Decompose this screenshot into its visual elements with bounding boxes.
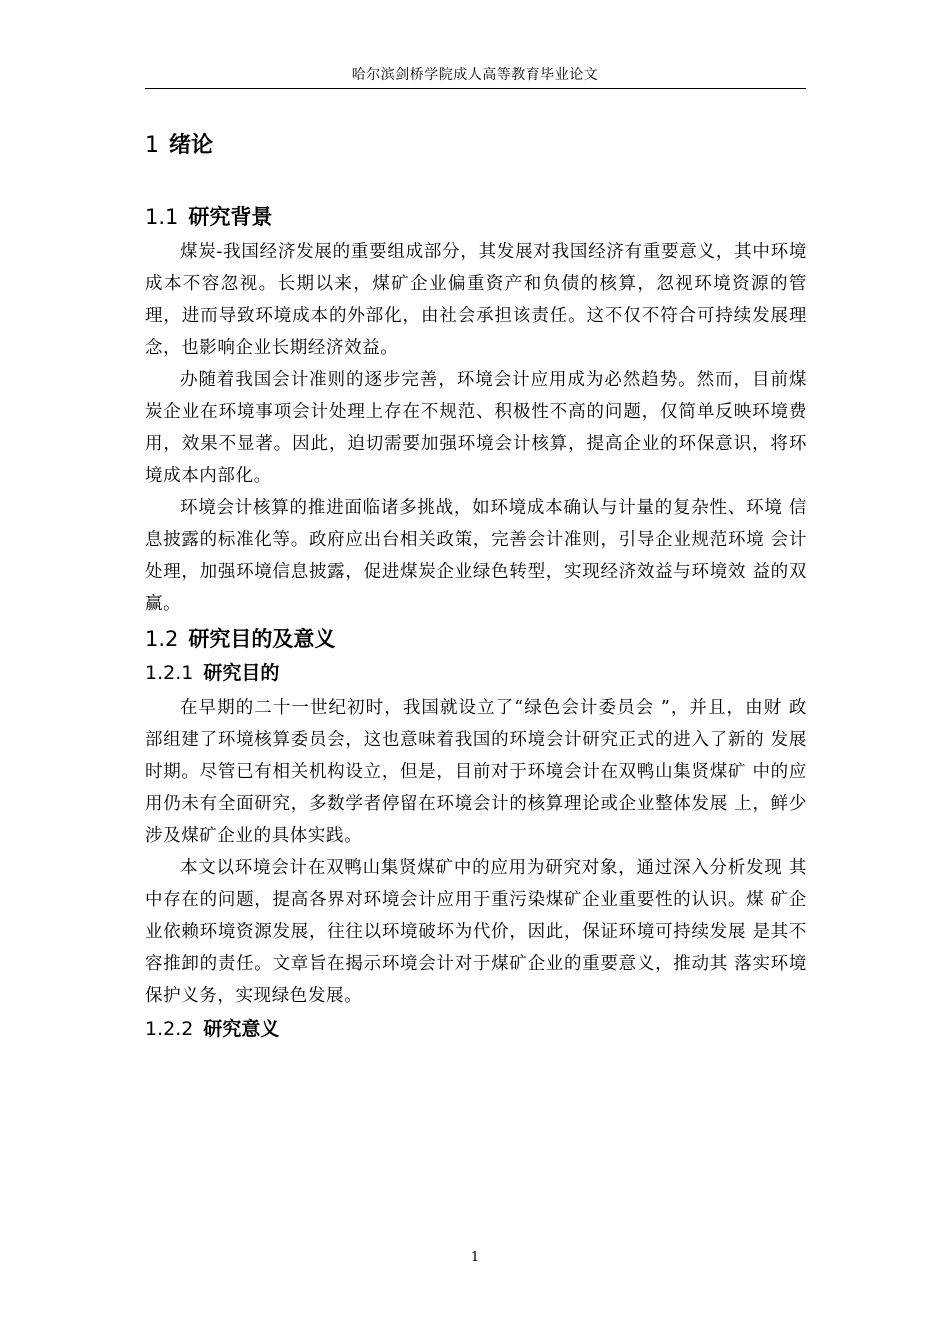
- subsection-title: 研究目的: [203, 662, 280, 684]
- chapter-title: 绪论: [169, 133, 214, 158]
- paragraph: 本文以环境会计在双鸭山集贤煤矿中的应用为研究对象，通过深入分析发现 其中存在的问题，提高各界对环境会计应用于重污染煤矿企业重要性的认识。煤 矿企业依赖环境资源发展，往往以环境破坏为代价，因此，保证环境可持续发展 是其不容推卸的责任。文章旨在揭示环境会计对于煤矿企业的重要意义，推动其 落实环境保护义务，实现绿色发展。: [145, 858, 807, 1006]
- header-rule: [145, 88, 806, 89]
- section-heading-background: [145, 202, 807, 232]
- paragraph: 煤炭-我国经济发展的重要组成部分，其发展对我国经济有重要意义，其中环境成本不容忽视。长期以来，煤矿企业偏重资产和负债的核算，忽视环境资源的管理，进而导致环境成本的外部化，由社会承担该责任。这不仅不符合可持续发展理念，也影响企业长期经济效益。: [145, 242, 807, 358]
- section-number: 1.2: [145, 627, 179, 651]
- chapter-heading: [145, 124, 807, 168]
- page-content: [145, 120, 807, 1044]
- section-title: 研究目的及意义: [188, 627, 336, 651]
- section-heading-purpose: [145, 624, 807, 654]
- section-title: 研究背景: [188, 205, 273, 229]
- subsection-number: 1.2.2: [145, 1018, 194, 1040]
- subsection-heading-goal: [145, 658, 807, 688]
- chapter-number: 1: [145, 133, 159, 158]
- paragraph: 办随着我国会计准则的逐步完善，环境会计应用成为必然趋势。然而，目前煤炭企业在环境事项会计处理上存在不规范、积极性不高的问题，仅简单反映环境费用，效果不显著。因此，迫切需要加强环境会计核算，提高企业的环保意识，将环境成本内部化。: [145, 370, 807, 486]
- page-number: 1: [470, 1250, 480, 1265]
- subsection-number: 1.2.1: [145, 662, 194, 684]
- subsection-heading-meaning: [145, 1014, 807, 1044]
- section-number: 1.1: [145, 205, 179, 229]
- paragraph: 在早期的二十一世纪初时，我国就设立了“绿色会计委员会 ”，并且，由财 政部组建了环境核算委员会，这也意味着我国的环境会计研究正式的进入了新的 发展时期。尽管已有相关机构设立，但是，目前对于环境会计在双鸭山集贤煤矿 中的应用仍未有全面研究，多数学者停留在环境会计的核算理论或企业整体发展 上，鲜少涉及煤矿企业的具体实践。: [145, 698, 807, 846]
- paragraph: 环境会计核算的推进面临诸多挑战，如环境成本确认与计量的复杂性、环境 信息披露的标准化等。政府应出台相关政策，完善会计准则，引导企业规范环境 会计处理，加强环境信息披露，促进煤炭企业绿色转型，实现经济效益与环境效 益的双赢。: [145, 498, 807, 614]
- running-header: 哈尔滨剑桥学院成人高等教育毕业论文: [351, 67, 599, 83]
- subsection-title: 研究意义: [203, 1018, 280, 1040]
